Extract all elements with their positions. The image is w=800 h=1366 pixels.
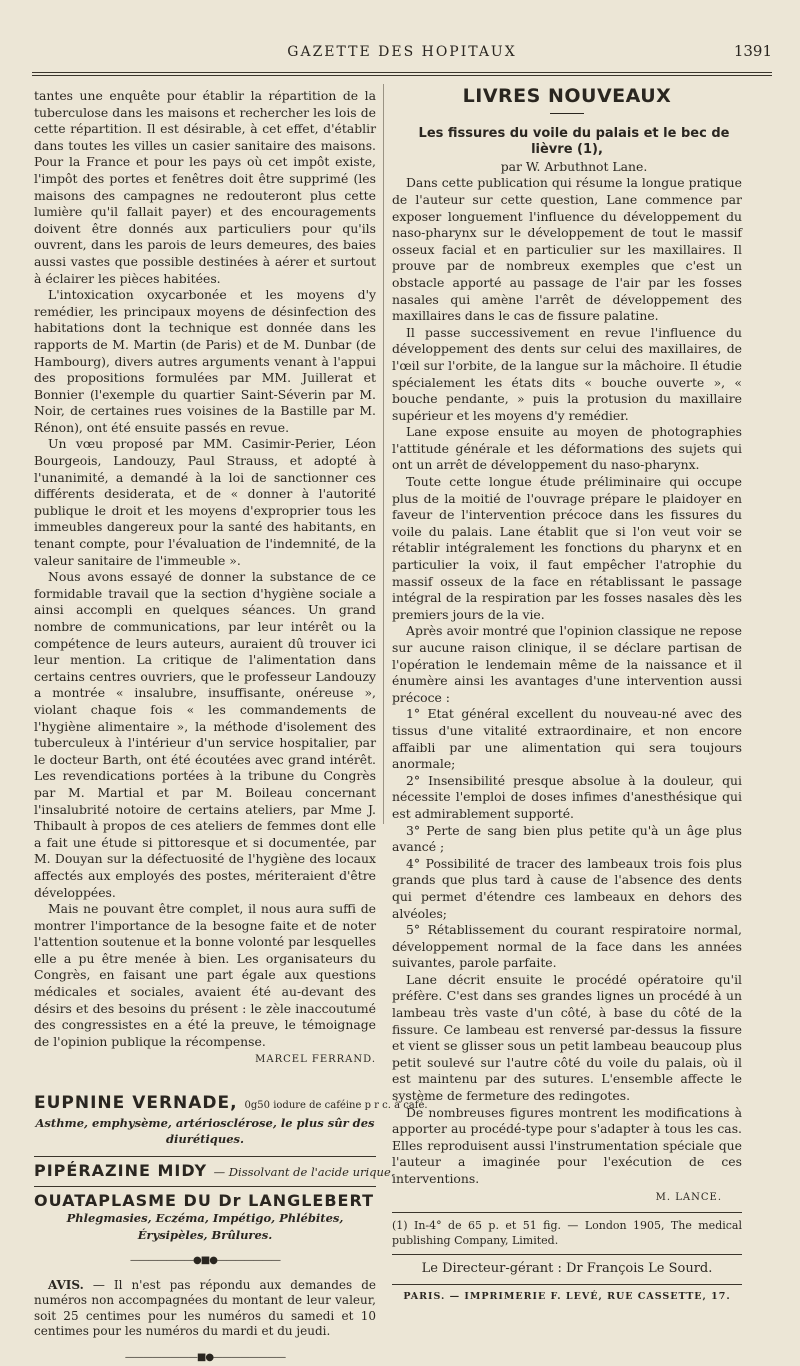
ad-eupnine-name: EUPNINE VERNADE (34, 1093, 231, 1114)
footnote-rule (392, 1212, 742, 1213)
paragraph: De nombreuses figures montrent les modifications à apporter au procédé-type pour s'adapter à tous les cas. Elles reproduisent aussi l'instrumentation spéciale que l'auteur a imaginée pour l'exécution de ces interventions. (392, 1104, 742, 1186)
ad-eupnine-detail: 0g50 iodure de caféine p r c. à café. (244, 1100, 428, 1112)
paragraph: Lane décrit ensuite le procédé opératoire qu'il préfère. C'est dans ses grandes lignes un procédé à un lambeau très vaste d'un côté, à base du côté de la fissure. Ce lambeau est renversé par-dessus la fissure et vient se glisser sous un petit lambeau beaucoup plus petit soulevé sur l'autre côté du voile du palais, où il est maintenu par des sutures. L'ensemble affecte le système de fermeture des redingotes. (392, 971, 742, 1104)
signature: MARCEL FERRAND. (255, 1054, 376, 1066)
title-rule (550, 113, 584, 114)
left-column (34, 88, 428, 1366)
paragraph: tantes une enquête pour établir la répartition de la tuberculose dans les maisons et rechercher les lois de cette répartition. Il est désirable, à cet effet, d'établir dans toutes les villes un casier sanitaire des maisons. Pour la France et pour les pays où cet impôt existe, l'impôt des portes et fenêtres doit être supprimé (les maisons des campagnes ne redouteront plus cette lumière qu'il fallait payer) et des encouragements doivent être donnés aux particuliers pour qu'ils ouvrent, dans les parois de leurs demeures, des baies aussi vastes que possible destinées à aérer et surtout à éclairer les pièces habitées. (34, 88, 376, 286)
page-header (32, 40, 772, 68)
ad-eupnine-sub: Asthme, emphysème, artériosclérose, le plus sûr des diurétiques. (35, 1115, 375, 1147)
paragraph: Après avoir montré que l'opinion classique ne repose sur aucune raison clinique, il se déclare partisan de l'opération le lendemain même de la naissance et il énumère ainsi les avantages d'une intervention aussi précoce : (392, 623, 742, 705)
ad-eupnine: EUPNINE VERNADE, 0g50 iodure de caféine p r c. à café. (34, 1093, 428, 1114)
gerant-line: Le Directeur-gérant : Dr François Le Sourd. (421, 1261, 713, 1277)
paragraph: Il passe successivement en revue l'influence du développement des dents sur celui des maxillaires, de l'œil sur l'orbite, de la langue sur la mâchoire. Il étudie spécialement les états dits « bouche ouverte », « bouche pendante, » puis la protusion du maxillaire supérieur et les moyens d'y remédier. (392, 324, 742, 423)
journal-title: GAZETTE DES HOPITAUX (287, 44, 517, 60)
ad-ouataplasme-sub: Phlegmasies, Eczéma, Impétigo, Phlébites, Érysipèles, Brûlures. (66, 1211, 344, 1242)
section-title: LIVRES NOUVEAUX (462, 85, 672, 107)
ad-piperazine-name: PIPÉRAZINE MIDY (34, 1160, 208, 1180)
list-item: 4° Possibilité de tracer des lambeaux trois fois plus grands que plus tard à cause de l'absence des dents qui permet d'étendre ces lambeaux en dehors des alvéoles; (392, 855, 742, 921)
paragraph: Mais ne pouvant être complet, il nous aura suffi de montrer l'importance de la besogne faite et de noter l'attention soutenue et la bonne volonté par lesquelles elle a pu être menée à bien. Les organisateurs du Congrès, en faisant une part égale aux questions médicales et sociales, avaient été au-devant des désirs et des besoins du présent : le zèle inaccoutumé des congressistes en a été la preuve, le témoignage de l'opinion publique la récompense. (34, 901, 376, 1049)
paragraph: Un vœu proposé par MM. Casimir-Perier, Léon Bourgeois, Landouzy, Paul Strauss, et adopté à l'unanimité, a demandé à la loi de sanctionner ces différents desiderata, et de « donner à l'autorité publique le droit et les moyens d'exproprier tous les immeubles dangereux pour la santé des habitants, en tenant compte, pour l'évaluation de l'indemnité, de la valeur sanitaire de l'immeuble ». (34, 436, 376, 568)
list-item: 5° Rétablissement du courant respiratoire normal, développement normal de la face dans les années suivantes, parole parfaite. (392, 922, 742, 971)
article-title: Les fissures du voile du palais et le bec de lièvre (1), (418, 125, 730, 158)
paragraph: Nous avons essayé de donner la substance de ce formidable travail que la section d'hygiène sociale a ainsi accompli en quelques séances. Un grand nombre de communications, par leur intérêt ou la compétence de leurs auteurs, auraient dû trouver ici leur mention. La critique de l'alimentation dans certains centres ouvriers, que le professeur Landouzy a montrée « insalubre, insuffisante, onéreuse », violant chaque fois « les commandements de l'hygiène alimentaire », la méthode d'isolement des tuberculeux à l'intérieur d'un service hospitalier, par le docteur Barth, ont été écoutées avec grand intérêt. Les revendications portées à la tribune du Congrès par M. Martial et par M. Boileau concernant l'insalubrité notoire de certains ateliers, par Mme J. Thibault à propos de ces ateliers de femmes dont elle a fait une étude si pittoresque et si documentée, par M. Douyan sur la défectuosité de l'hygiène des locaux affectés aux employés des postes, mériteraient d'être développées. (34, 569, 376, 900)
paragraph: L'intoxication oxycarbonée et les moyens d'y remédier, les principaux moyens de désinfection des habitations dont la technique est donnée dans les rapports de M. Martin (de Paris) et de M. Dunbar (de Hambourg), divers autres arguments venant à l'appui des propositions formulées par MM. Juillerat et Bonnier (l'exemple du quartier Saint-Séverin par M. Noir, de certaines rues voisines de la Bastille par M. Rénon), ont été ensuite passés en revue. (34, 287, 376, 435)
ad-divider (34, 1186, 376, 1187)
list-item: 2° Insensibilité presque absolue à la douleur, qui nécessite l'emploi de doses infimes d'anesthésique qui est admirablement supporté. (392, 772, 742, 821)
printer-line: PARIS. — IMPRIMERIE F. LEVÉ, RUE CASSETTE, 17. (403, 1290, 731, 1302)
ad-piperazine (34, 1160, 395, 1181)
avis-label: AVIS. (48, 1277, 84, 1292)
list-item: 1° Etat général excellent du nouveau-né avec des tissus d'une vitalité extraordinaire, et non encore affaibli par une alimentation qui sera toujours anormale; (392, 706, 742, 772)
footnote: (1) In-4° de 65 p. et 51 fig. — London 1905, The medical publishing Company, Limited. (392, 1219, 742, 1247)
gerant-rule (392, 1254, 742, 1255)
paragraph: Lane expose ensuite au moyen de photographies l'attitude générale et les déformations des sujets qui ont un arrêt de développement du naso-pharynx. (392, 424, 742, 473)
right-column (392, 85, 742, 1305)
ad-divider (34, 1156, 376, 1157)
avis-text: — Il n'est pas répondu aux demandes de numéros non accompagnées du montant de leur valeur, soit 25 centimes pour les numéros du samedi et 10 centimes pour les numéros du mardi et du jeudi. (34, 1277, 376, 1339)
page-number: 1391 (733, 42, 772, 60)
paragraph: Toute cette longue étude préliminaire qui occupe plus de la moitié de l'ouvrage prépare le plaidoyer en faveur de l'intervention précoce dans les fissures du voile du palais. Lane établit que si l'on veut voir se rétablir intégralement les fonctions du pharynx et en particulier la voix, il faut empêcher l'atrophie du massif osseux de la face en rétablissant le passage intégral de la respiration par les fosses nasales dès les premiers jours de la vie. (392, 474, 742, 622)
header-rule (32, 72, 772, 76)
article-author: par W. Arbuthnot Lane. (500, 158, 648, 174)
ornament-divider: ———————●■●——————— (130, 1255, 280, 1267)
ad-ouataplasme-name: OUATAPLASME DU Dr LANGLEBERT (34, 1191, 374, 1211)
avis-notice (34, 1278, 376, 1340)
list-item: 3° Perte de sang bien plus petite qu'à un âge plus avancé ; (392, 822, 742, 855)
printer-rule (392, 1284, 742, 1285)
signature: M. LANCE. (655, 1191, 722, 1203)
ornament-divider: ————————■●———————— (124, 1351, 286, 1363)
ads-block (34, 1093, 428, 1366)
column-divider (383, 84, 384, 824)
paragraph: Dans cette publication qui résume la longue pratique de l'auteur sur cette question, Lane commence par exposer longuement l'influence du développement du naso-pharynx sur le développement de tout le massif osseux facial et en particulier sur les maxillaires. Il prouve par de nombreux exemples que c'est un obstacle apporté au passage de l'air par les fosses nasales qui amène l'arrêt de développement des maxillaires dans le cas de fissure palatine. (392, 175, 742, 324)
ad-piperazine-detail: — Dissolvant de l'acide urique. (213, 1164, 395, 1179)
